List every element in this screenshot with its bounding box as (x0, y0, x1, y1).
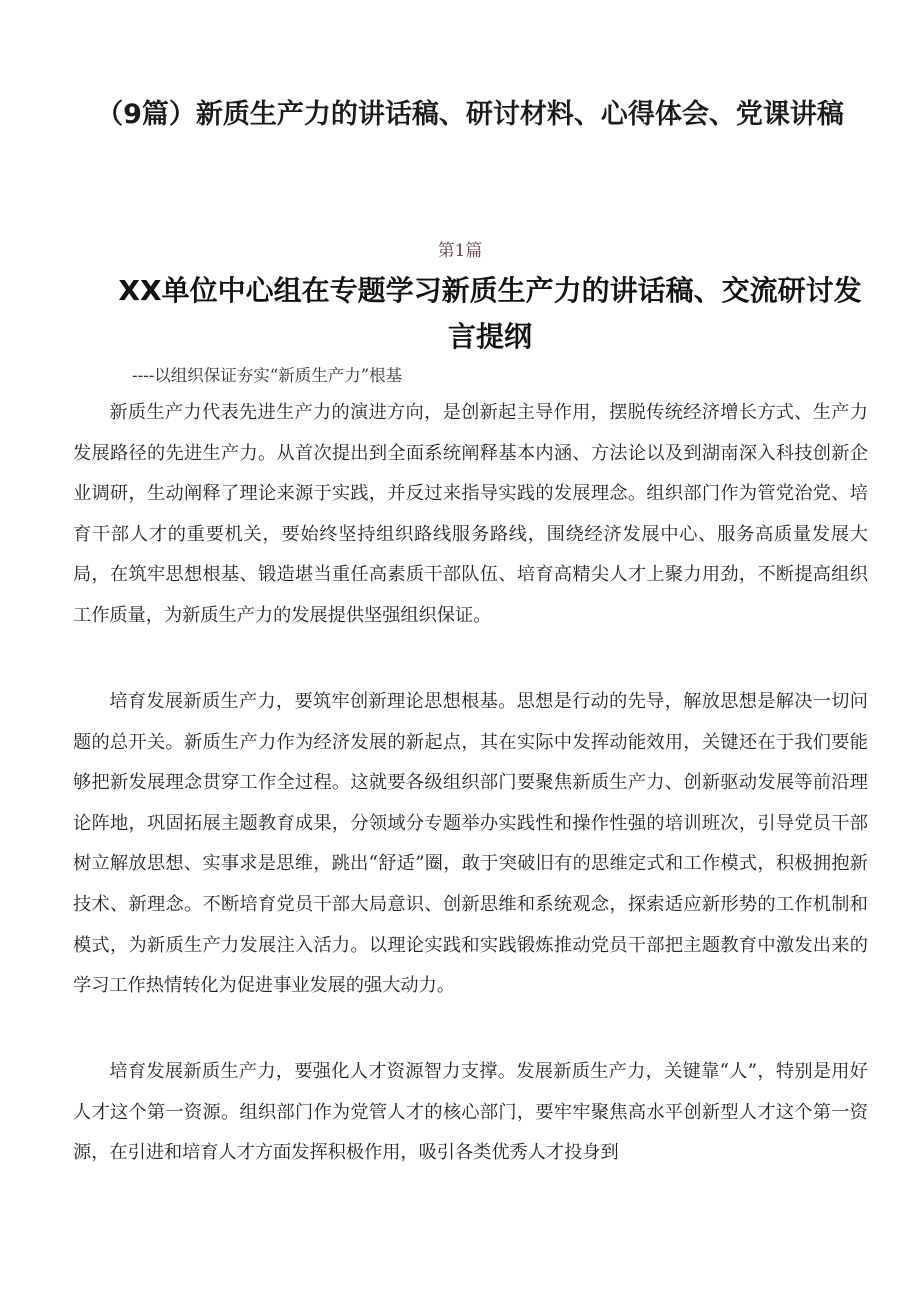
body-paragraph-3: 培育发展新质生产力，要强化人才资源智力支撑。发展新质生产力，关键靠“人”，特别是用好人才这个第一资源。组织部门作为党管人才的核心部门，要牢牢聚焦高水平创新型人才这个第一资源，在引进和培育人才方面发挥积极作用，吸引各类优秀人才投身到 (73, 1061, 868, 1164)
section-title: XX单位中心组在专题学习新质生产力的讲话稿、交流研讨发言提纲 (118, 274, 862, 353)
chapter-label: 第1篇 (437, 241, 483, 261)
subtitle: ----以组织保证夯实“新质生产力”根基 (132, 366, 403, 385)
body-paragraph-2: 培育发展新质生产力，要筑牢创新理论思想根基。思想是行动的先导，解放思想是解决一切问题的总开关。新质生产力作为经济发展的新起点，其在实际中发挥动能效用，关键还在于我们要能够把新发展理念贯穿工作全过程。这就要各级组织部门要聚焦新质生产力、创新驱动发展等前沿理论阵地，巩固拓展主题教育成果，分领域分专题举办实践性和操作性强的培训班次，引导党员干部树立解放思想、实事求是思维，跳出“舒适”圈，敢于突破旧有的思维定式和工作模式，积极拥抱新技术、新理念。不断培育党员干部大局意识、创新思维和系统观念，探索适应新形势的工作机制和模式，为新质生产力发展注入活力。以理论实践和实践锻炼推动党员干部把主题教育中激发出来的学习工作热情转化为促进事业发展的强大动力。 (73, 691, 868, 997)
body-paragraph-1: 新质生产力代表先进生产力的演进方向，是创新起主导作用，摆脱传统经济增长方式、生产力发展路径的先进生产力。从首次提出到全面系统阐释基本内涵、方法论以及到湖南深入科技创新企业调研，生动阐释了理论来源于实践，并反过来指导实践的发展理念。组织部门作为管党治党、培育干部人才的重要机关，要始终坚持组织路线服务路线，围绕经济发展中心、服务高质量发展大局，在筑牢思想根基、锻造堪当重任高素质干部队伍、培育高精尖人才上聚力用劲，不断提高组织工作质量，为新质生产力的发展提供坚强组织保证。 (73, 402, 868, 626)
document-title: （9篇）新质生产力的讲话稿、研讨材料、心得体会、党课讲稿 (96, 99, 844, 130)
